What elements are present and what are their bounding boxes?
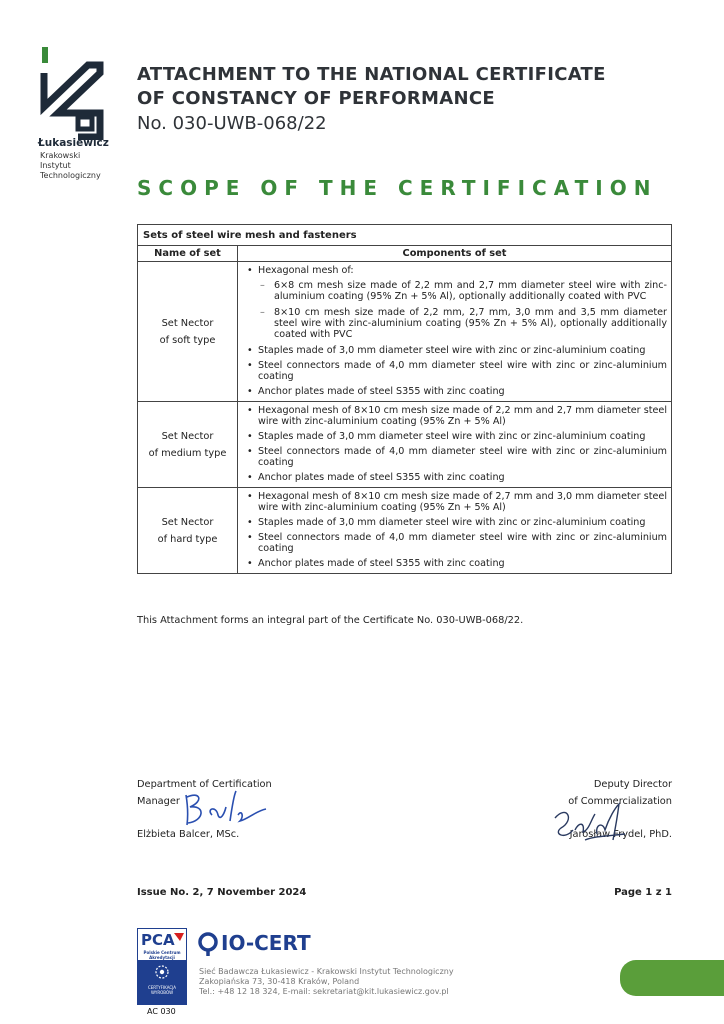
set-name-line: Set Nector <box>161 317 214 329</box>
scope-heading: SCOPE OF THE CERTIFICATION <box>137 176 658 200</box>
logo-sub-1: Krakowski <box>40 151 81 160</box>
accreditation-number: AC 030 <box>147 1007 176 1016</box>
sig-left-role: Manager <box>137 796 180 807</box>
set-name-line: of hard type <box>157 533 218 545</box>
table-row-medium <box>138 402 672 488</box>
logo-sub-3: Technologiczny <box>40 171 101 180</box>
components-hard <box>238 488 672 574</box>
pca-blue-panel <box>138 960 186 1004</box>
svg-text:IO-CERT: IO-CERT <box>221 931 311 955</box>
pca-logo <box>137 928 187 950</box>
set-name-line: of medium type <box>148 447 227 459</box>
scope-table <box>137 224 672 574</box>
set-name-line: of soft type <box>159 334 216 346</box>
table-caption: Sets of steel wire mesh and fasteners <box>138 225 672 246</box>
footer-address-line1: Sieć Badawcza Łukasiewicz - Krakowski Instytut Technologiczny <box>199 967 454 976</box>
issue-info: Issue No. 2, 7 November 2024 <box>137 887 307 898</box>
set-name-line: Set Nector <box>161 516 214 528</box>
doc-title-line2: OF CONSTANCY OF PERFORMANCE <box>137 88 495 109</box>
certificate-number: No. 030-UWB-068/22 <box>137 113 327 134</box>
signature-left <box>178 785 273 830</box>
components-soft <box>238 262 672 402</box>
pca-certification-label: CERTYFIKACJA WYROBÓW <box>147 985 177 995</box>
page-number: Page 1 z 1 <box>614 887 672 898</box>
list-item: • Steel connectors made of 4,0 mm diameter steel wire with zinc or zinc-aluminium coating <box>258 446 667 468</box>
sig-right-role: Deputy Director <box>593 779 672 790</box>
list-item: • Hexagonal mesh of 8×10 cm mesh size made of 2,2 mm and 2,7 mm diameter steel wire with zinc-aluminium coating (95% Zn + 5% Al) <box>258 405 667 427</box>
list-item-text: Hexagonal mesh of: <box>258 265 354 276</box>
svg-text:PCA: PCA <box>141 931 175 949</box>
list-item: • Staples made of 3,0 mm diameter steel wire with zinc or zinc-aluminium coating <box>258 517 667 528</box>
signature-right <box>545 800 635 845</box>
list-item: • Anchor plates made of steel S355 with zinc coating <box>258 558 667 569</box>
col-name-header: Name of set <box>138 246 238 262</box>
components-medium <box>238 402 672 488</box>
list-item: – 6×8 cm mesh size made of 2,2 mm and 2,7 mm diameter steel wire with zinc-aluminium coating (95% Zn + 5% Al), optionally additionally coated with PVC <box>274 280 667 302</box>
list-item: • Steel connectors made of 4,0 mm diameter steel wire with zinc or zinc-aluminium coating <box>258 360 667 382</box>
set-name-hard <box>138 488 238 574</box>
green-decorative-tab <box>620 960 724 996</box>
set-name-line: Set Nector <box>161 430 214 442</box>
list-item: • Hexagonal mesh of 8×10 cm mesh size made of 2,7 mm and 3,0 mm diameter steel wire with zinc-aluminium coating (95% Zn + 5% Al) <box>258 491 667 513</box>
sig-left-department: Department of Certification <box>137 779 272 790</box>
set-name-medium <box>138 402 238 488</box>
list-item: • Staples made of 3,0 mm diameter steel wire with zinc or zinc-aluminium coating <box>258 345 667 356</box>
col-components-header: Components of set <box>238 246 672 262</box>
list-item <box>258 265 667 340</box>
list-item: • Staples made of 3,0 mm diameter steel wire with zinc or zinc-aluminium coating <box>258 431 667 442</box>
list-item: – 8×10 cm mesh size made of 2,2 mm, 2,7 mm, 3,0 mm and 3,5 mm diameter steel wire with zinc-aluminium coating (95% Zn + 5% Al), optionally additionally coated with PVC <box>274 307 667 340</box>
footer-address-line2: Zakopiańska 73, 30-418 Kraków, Poland <box>199 977 360 986</box>
table-row-soft <box>138 262 672 402</box>
list-item: • Anchor plates made of steel S355 with zinc coating <box>258 472 667 483</box>
lukasiewicz-logo <box>38 45 118 140</box>
sig-right-name: Jarosław Frydel, PhD. <box>569 829 672 840</box>
list-item: • Steel connectors made of 4,0 mm diameter steel wire with zinc or zinc-aluminium coating <box>258 532 667 554</box>
iocert-logo <box>197 928 347 960</box>
table-row-hard <box>138 488 672 574</box>
logo-name: Łukasiewicz <box>38 137 109 149</box>
integral-note: This Attachment forms an integral part of the Certificate No. 030-UWB-068/22. <box>137 615 524 626</box>
sig-left-name: Elżbieta Balcer, MSc. <box>137 829 240 840</box>
set-name-soft <box>138 262 238 402</box>
pca-subtitle: Polskie Centrum Akredytacji <box>143 950 181 960</box>
logo-sub-2: Instytut <box>40 161 71 170</box>
doc-title-line1: ATTACHMENT TO THE NATIONAL CERTIFICATE <box>137 64 606 85</box>
list-item: • Anchor plates made of steel S355 with zinc coating <box>258 386 667 397</box>
footer-contact-line: Tel.: +48 12 18 324, E-mail: sekretariat@kit.lukasiewicz.gov.pl <box>199 987 449 996</box>
gear-icon <box>138 960 186 984</box>
sig-right-department: of Commercialization <box>568 796 672 807</box>
